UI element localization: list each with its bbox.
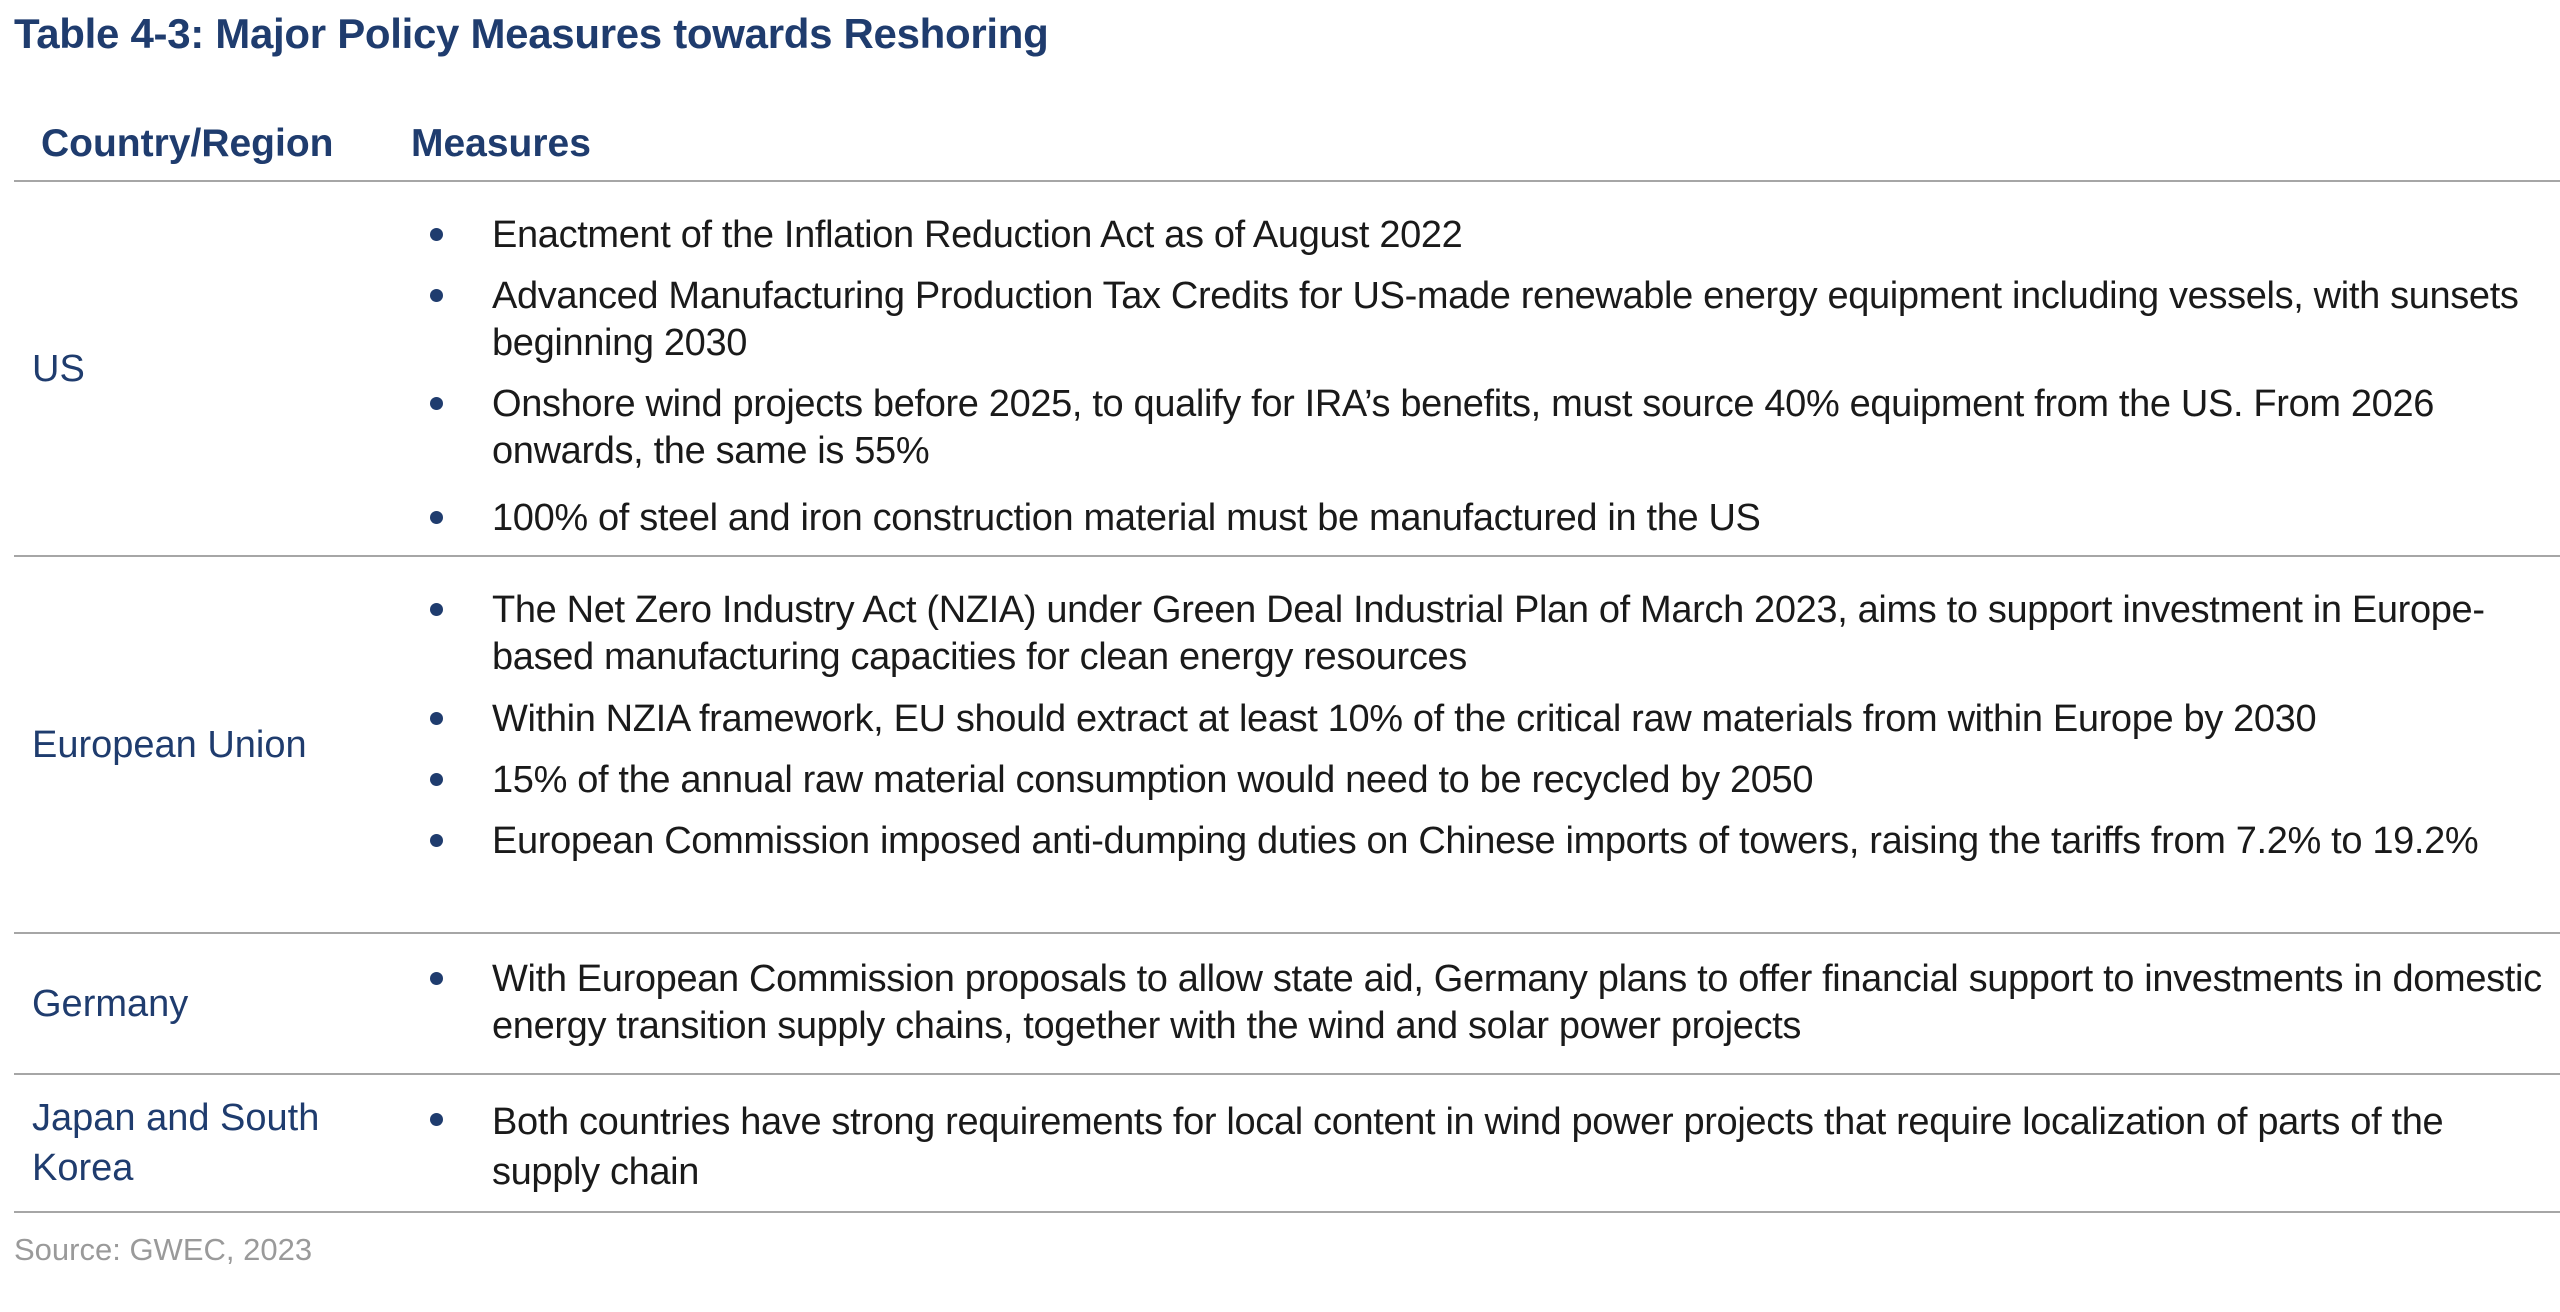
bullet-icon — [430, 712, 443, 725]
row-country-label — [32, 557, 372, 932]
bullet-icon — [430, 397, 443, 410]
bullet-icon — [430, 228, 443, 241]
measure-text: Advanced Manufacturing Production Tax Credits for US-made renewable energy equipment including vessels, with sunsets beginning 2030 — [492, 275, 2519, 364]
table-row-us — [14, 182, 2560, 557]
measure-text: Onshore wind projects before 2025, to qualify for IRA’s benefits, must source 40% equipment from the US. From 2026 onwards, the same is 55% — [492, 383, 2435, 472]
row-measures-list — [412, 557, 2560, 932]
country-name: Germany — [32, 982, 189, 1025]
measure-text: Enactment of the Inflation Reduction Act as of August 2022 — [492, 214, 1463, 256]
row-measures-list — [412, 934, 2560, 1073]
country-name: Japan and South Korea — [32, 1097, 320, 1189]
table-row-european-union — [14, 557, 2560, 934]
column-header-measures: Measures — [411, 122, 591, 165]
table-row-germany — [14, 934, 2560, 1075]
row-measures-list — [412, 182, 2560, 555]
country-name: US — [32, 347, 85, 390]
table-header-row — [14, 118, 2560, 182]
bullet-icon — [430, 603, 443, 616]
source-note: Source: GWEC, 2023 — [14, 1232, 313, 1267]
measure-text: 100% of steel and iron construction material must be manufactured in the US — [492, 497, 1761, 539]
bullet-icon — [430, 289, 443, 302]
bullet-icon — [430, 511, 443, 524]
table-row-japan-south-korea — [14, 1075, 2560, 1213]
bullet-icon — [430, 773, 443, 786]
row-country-label — [32, 182, 372, 555]
bullet-icon — [430, 1113, 443, 1126]
column-header-country: Country/Region — [41, 122, 334, 165]
bullet-icon — [430, 972, 443, 985]
row-country-label — [32, 934, 372, 1073]
bullet-icon — [430, 834, 443, 847]
measure-text: Both countries have strong requirements for local content in wind power projects that require localization of parts of the supply chain — [492, 1101, 2444, 1193]
table-title: Table 4-3: Major Policy Measures towards Reshoring — [14, 10, 1049, 57]
row-country-label — [32, 1075, 352, 1211]
measure-text: 15% of the annual raw material consumption would need to be recycled by 2050 — [492, 759, 1814, 801]
measure-text: Within NZIA framework, EU should extract at least 10% of the critical raw materials from within Europe by 2030 — [492, 698, 2317, 740]
policy-table — [14, 118, 2560, 1213]
measure-text: European Commission imposed anti-dumping duties on Chinese imports of towers, raising the tariffs from 7.2% to 19.2% — [492, 820, 2479, 862]
measure-text: With European Commission proposals to allow state aid, Germany plans to offer financial support to investments in domestic energy transition supply chains, together with the wind and solar power projects — [492, 958, 2542, 1047]
measure-text: The Net Zero Industry Act (NZIA) under Green Deal Industrial Plan of March 2023, aims to support investment in Europe-based manufacturing capacities for clean energy resources — [492, 589, 2485, 678]
country-name: European Union — [32, 723, 307, 766]
row-measures-list — [412, 1075, 2560, 1211]
